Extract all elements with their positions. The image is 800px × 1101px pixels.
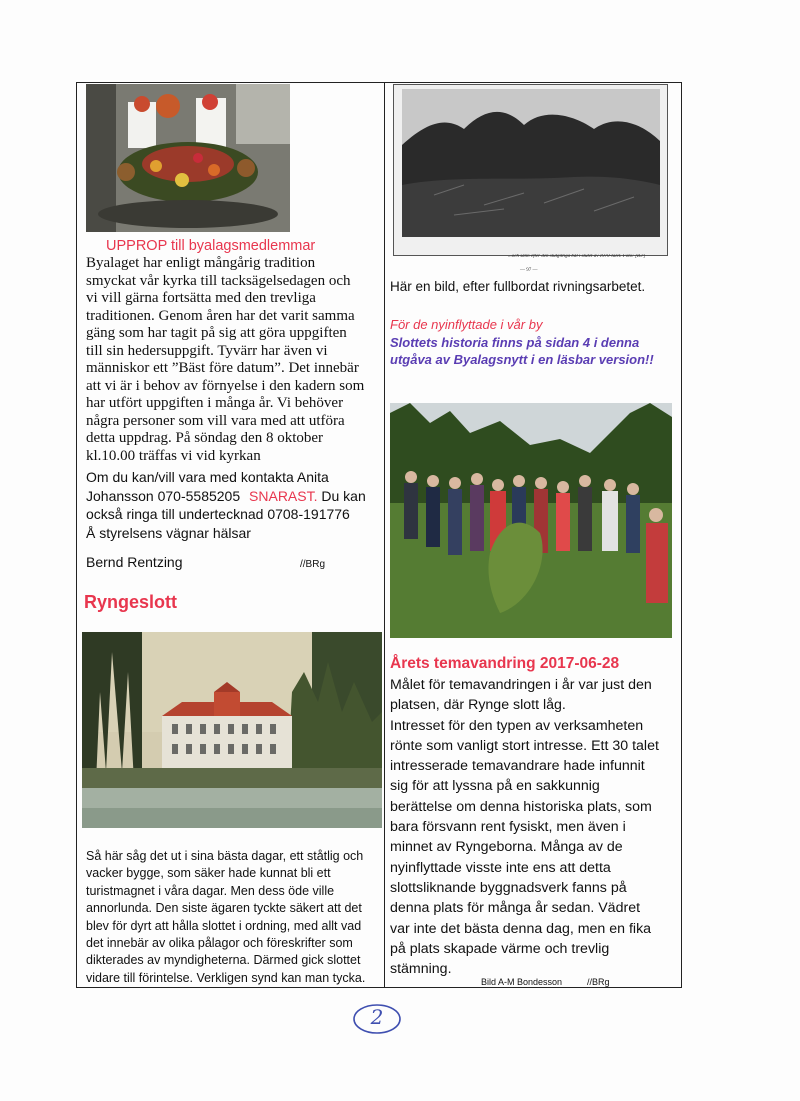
theme-walk-line: nyinflyttade visste inte ens att detta [390, 859, 611, 876]
history-note [390, 334, 680, 368]
theme-walk-line: på plats skapade värme och trevlig [390, 940, 610, 957]
castle-caption-line: annorlunda. Den siste ägaren tyckte säkert att det [86, 901, 362, 916]
theme-walk-line: Målet för temavandringen i år var just den [390, 677, 652, 693]
castle-caption-line: Så här såg det ut i sina bästa dagar, ett ståtlig och [86, 849, 364, 863]
uppror-line: traditionen. Genom åren har det varit samma [86, 307, 355, 324]
page-number [352, 1002, 402, 1036]
castle-caption-line: vidare till förintelse. Verkligen synd kan man tycka. [86, 970, 366, 985]
theme-walk-line: stämning. [390, 961, 452, 978]
contact-block [86, 468, 380, 542]
theme-walk-line: minnet av Ryngeborna. Många av de [390, 839, 623, 856]
credit-initials: //BRg [587, 977, 610, 987]
contact-tail-text: Du kan [321, 487, 366, 504]
theme-walk-line: intresserade temavandrare hade infunnit [390, 758, 645, 775]
uppror-line: har utfört uppgiften i många år. Vi behöver [86, 395, 344, 411]
uppror-line: vi vill gärna fortsätta med den trevliga [86, 290, 316, 306]
theme-walk-line: berättelse om denna historiska plats, som [390, 798, 652, 815]
photo-credit: Bild A-M Bondesson [481, 977, 563, 987]
theme-walk-group-photo [390, 403, 672, 638]
theme-walk-line: platsen, där Rynge slott låg. [390, 697, 566, 714]
uppror-line: Byalaget har enligt mångårig tradition [86, 255, 316, 271]
theme-walk-line: sig för att lyssna på en sakkunnig [390, 778, 600, 795]
ryngeslott-castle-photo [82, 632, 382, 828]
uppror-line: smyckat vår kyrka till tacksägelsedagen och [86, 272, 351, 289]
signature-initials: //BRg [300, 559, 326, 570]
signature-name: Bernd Rentzing [86, 554, 183, 570]
castle-caption-line: vacker bygge, som säker hade kunnat bli ett [86, 866, 331, 881]
uppror-body [86, 255, 380, 465]
uppror-line: till sin hedersuppgift. Tyvärr har även vi [86, 342, 328, 359]
contact-line: Om du kan/vill vara med kontakta Anita [86, 469, 329, 485]
uppror-line: att vi är i behov av förnyelse i den kadern som [86, 377, 365, 394]
uppror-line: gäng som har tagit på sig att göra uppgiften [86, 325, 347, 341]
page-number-text: 2 [370, 1005, 384, 1029]
uppror-line: några personer som vill vara med att utföra [86, 412, 345, 429]
rubble-caption: Här en bild, efter fullbordat rivningsarbetet. [390, 279, 646, 294]
castle-caption-line: blev för dyrt att hålla slottet i ordning, med allt vad [86, 918, 362, 933]
new-residents-line: För de nyinflyttade i vår by [390, 317, 543, 332]
castle-caption-line: turistmagnet i våra dagar. Men dess öde ville [86, 883, 335, 898]
castle-caption-line: det innebär av olika pålagor och föreskrifter som [86, 936, 353, 951]
history-note-line: utgåva av Byalagsnytt i en läsbar version!! [390, 352, 654, 367]
castle-caption-line: dikterades av myndigheterna. Därmed gick slottet [86, 953, 361, 968]
theme-walk-line: var inte det bästa denna dag, men en fika [390, 920, 652, 937]
uppror-line: kl.10.00 träffas vi vid kyrkan [86, 447, 261, 464]
column-divider [384, 82, 385, 988]
ryngeslott-heading: Ryngeslott [84, 592, 178, 612]
uppror-line: människor ett ”Bäst före datum”. Det innebär [86, 360, 359, 376]
theme-walk-line: Intresset för den typen av verksamheten [390, 717, 644, 734]
uppror-line: detta uppdrag. På söndag den 8 oktober [86, 430, 324, 446]
urgent-label: SNARAST. [249, 487, 318, 504]
contact-line-with-emphasis [86, 487, 380, 506]
theme-walk-line: rönte som vanligt stort intresse. Ett 30 talet [390, 737, 659, 754]
contact-line: Å styrelsens vägnar hälsar [86, 524, 251, 541]
rubble-photo-caption: ...och sånn efter den slutgiltiga bål i slutet av 1970-talet. Foto: [B.r] [508, 254, 646, 259]
rubble-page-number: — 97 — [520, 268, 538, 273]
contact-phone-text: Johansson 070-5585205 [86, 487, 241, 504]
castle-caption [86, 848, 380, 987]
theme-walk-body [390, 675, 682, 979]
history-note-line: Slottets historia finns på sidan 4 i denna [390, 335, 640, 350]
theme-walk-line: denna plats för många år sedan. Vädret [390, 900, 641, 917]
theme-walk-line: slottsliknande byggnadsverk fanns på [390, 879, 627, 896]
theme-walk-heading: Årets temavandring 2017-06-28 [390, 655, 620, 672]
theme-walk-line: bara försvann rent fysiskt, men även i [390, 819, 626, 836]
contact-line: också ringa till undertecknad 0708-191776 [86, 506, 350, 522]
church-decoration-photo [86, 84, 290, 232]
demolition-rubble-photo [393, 84, 668, 256]
uppror-heading: UPPROP till byalagsmedlemmar [106, 238, 316, 254]
